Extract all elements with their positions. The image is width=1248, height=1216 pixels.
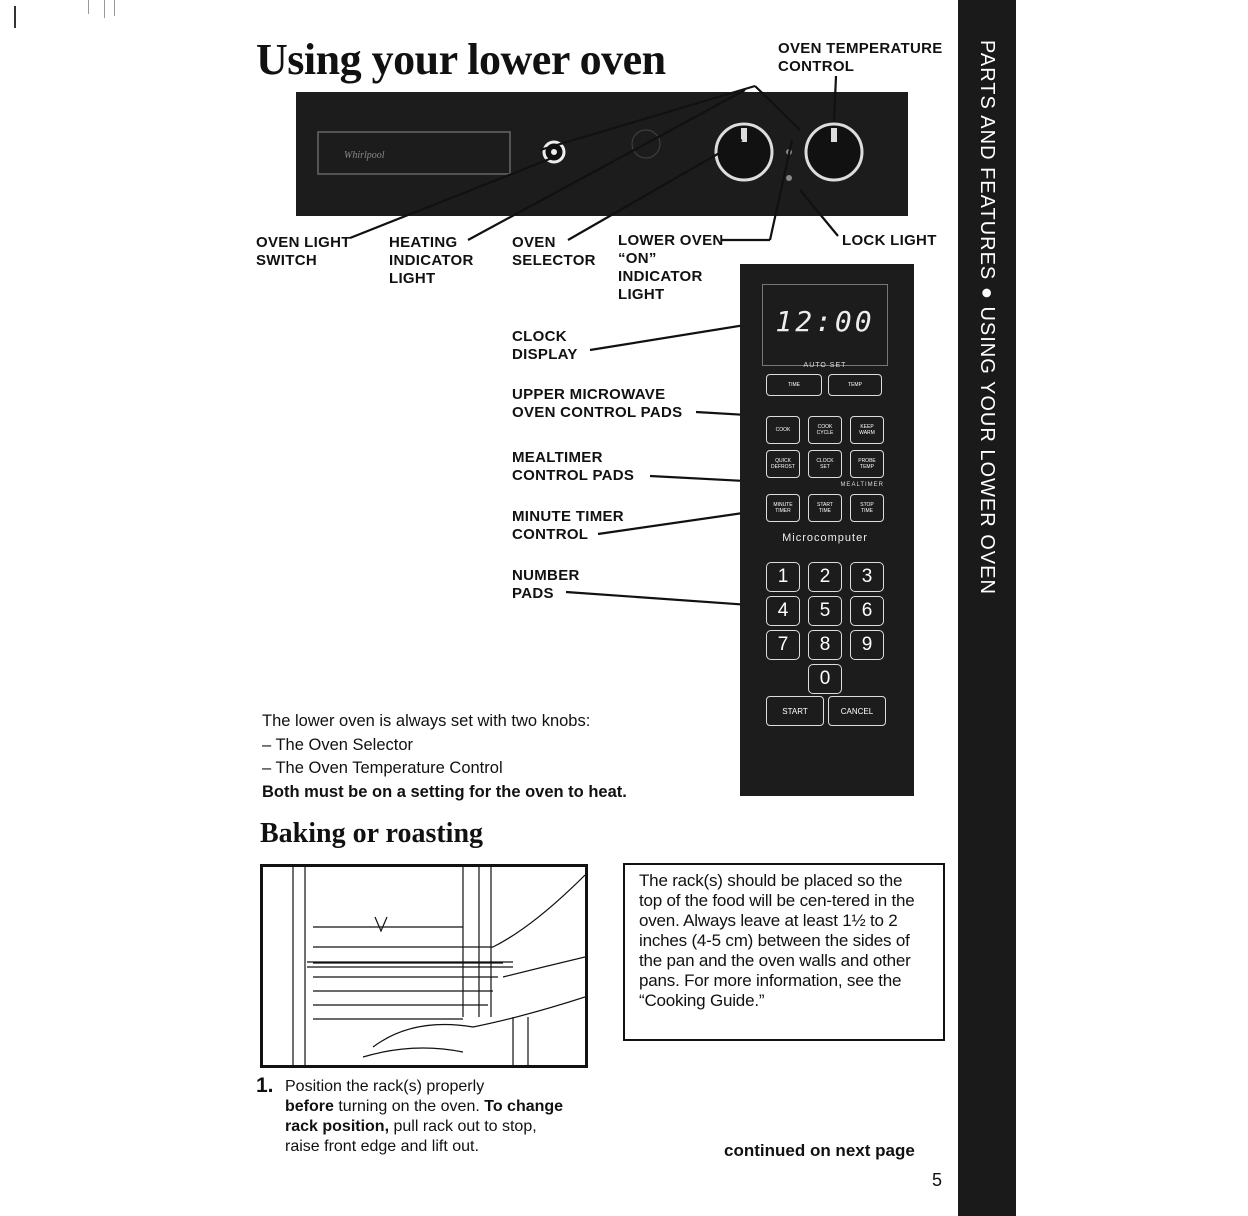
svg-text:Whirlpool: Whirlpool bbox=[344, 150, 385, 161]
step-text-3: pull rack out to stop, raise front edge and lift out. bbox=[285, 1118, 537, 1155]
step-bold-1: before bbox=[285, 1098, 334, 1115]
cook-pad[interactable]: COOK bbox=[766, 416, 800, 444]
temp-pad[interactable]: TEMP bbox=[828, 374, 882, 396]
step-text bbox=[285, 1077, 575, 1157]
intro-line-3: – The Oven Temperature Control bbox=[262, 759, 503, 777]
number-pad-8[interactable]: 8 bbox=[808, 630, 842, 660]
number-pad-9[interactable]: 9 bbox=[850, 630, 884, 660]
step-text-2: turning on the oven. bbox=[333, 1098, 485, 1115]
label-minute-timer: MINUTE TIMER CONTROL bbox=[512, 508, 624, 543]
keep-warm-pad[interactable]: KEEP WARM bbox=[850, 416, 884, 444]
step-text-1: Position the rack(s) properly bbox=[285, 1078, 485, 1095]
label-oven-light-switch: OVEN LIGHT SWITCH bbox=[256, 234, 351, 269]
number-pad-4[interactable]: 4 bbox=[766, 596, 800, 626]
rack-drawing bbox=[263, 867, 585, 1065]
minute-timer-pad[interactable]: MINUTE TIMER bbox=[766, 494, 800, 522]
microwave-control-panel bbox=[740, 264, 914, 796]
label-mealtimer-pads: MEALTIMER CONTROL PADS bbox=[512, 449, 635, 484]
label-oven-selector: OVEN SELECTOR bbox=[512, 234, 596, 269]
start-time-pad[interactable]: START TIME bbox=[808, 494, 842, 522]
number-pad-1[interactable]: 1 bbox=[766, 562, 800, 592]
clock-display: 12:00 bbox=[775, 305, 875, 338]
continued-note: continued on next page bbox=[724, 1141, 915, 1160]
page-number: 5 bbox=[932, 1170, 943, 1190]
side-tab bbox=[958, 0, 1016, 1216]
label-number-pads: NUMBER PADS bbox=[512, 567, 580, 602]
clock-display-frame bbox=[762, 284, 888, 366]
page-title: Using your lower oven bbox=[256, 35, 666, 84]
cancel-pad[interactable]: CANCEL bbox=[828, 696, 886, 726]
rack-illustration bbox=[260, 864, 588, 1068]
label-heating-indicator-light: HEATING INDICATOR LIGHT bbox=[389, 234, 474, 287]
label-clock-display: CLOCK DISPLAY bbox=[512, 328, 578, 363]
intro-line-2: – The Oven Selector bbox=[262, 735, 414, 754]
label-lock-light: LOCK LIGHT bbox=[842, 232, 937, 249]
probe-temp-pad[interactable]: PROBE TEMP bbox=[850, 450, 884, 478]
side-tab-text: PARTS AND FEATURES ● USING YOUR LOWER OVEN bbox=[976, 40, 998, 595]
step-bold-2: To change rack position, bbox=[285, 1098, 564, 1135]
rack-note-box bbox=[623, 863, 945, 1041]
cook-cycle-pad[interactable]: COOK CYCLE bbox=[808, 416, 842, 444]
microcomputer-label: Microcomputer bbox=[782, 532, 868, 544]
intro-line-1: The lower oven is always set with two knobs: bbox=[262, 712, 591, 730]
intro-text bbox=[262, 710, 732, 804]
stop-time-pad[interactable]: STOP TIME bbox=[850, 494, 884, 522]
step-number: 1. bbox=[256, 1074, 274, 1097]
intro-line-4: Both must be on a setting for the oven to heat. bbox=[262, 782, 627, 801]
rack-note-text: The rack(s) should be placed so the top of the food will be cen-tered in the oven. Always leave at least 1½ to 2 inches (4-5 cm) between the sides of the pan and the oven walls and other pans. For more information, see the “Cooking Guide.” bbox=[639, 871, 915, 1010]
baking-heading: Baking or roasting bbox=[260, 818, 484, 849]
number-pad-2[interactable]: 2 bbox=[808, 562, 842, 592]
auto-set-label: AUTO SET bbox=[803, 362, 847, 369]
label-lower-oven-on-indicator: LOWER OVEN “ON” INDICATOR LIGHT bbox=[618, 232, 724, 303]
time-pad[interactable]: TIME bbox=[766, 374, 822, 396]
mealtimer-label: MEALTIMER bbox=[840, 482, 884, 488]
label-oven-temperature-control: OVEN TEMPERATURE CONTROL bbox=[778, 40, 943, 75]
number-pad-0[interactable]: 0 bbox=[808, 664, 842, 694]
clock-set-pad[interactable]: CLOCK SET bbox=[808, 450, 842, 478]
quick-defrost-pad[interactable]: QUICK DEFROST bbox=[766, 450, 800, 478]
start-pad[interactable]: START bbox=[766, 696, 824, 726]
number-pad-7[interactable]: 7 bbox=[766, 630, 800, 660]
number-pad-5[interactable]: 5 bbox=[808, 596, 842, 626]
label-upper-microwave-pads: UPPER MICROWAVE OVEN CONTROL PADS bbox=[512, 386, 683, 421]
number-pad-3[interactable]: 3 bbox=[850, 562, 884, 592]
number-pad-6[interactable]: 6 bbox=[850, 596, 884, 626]
